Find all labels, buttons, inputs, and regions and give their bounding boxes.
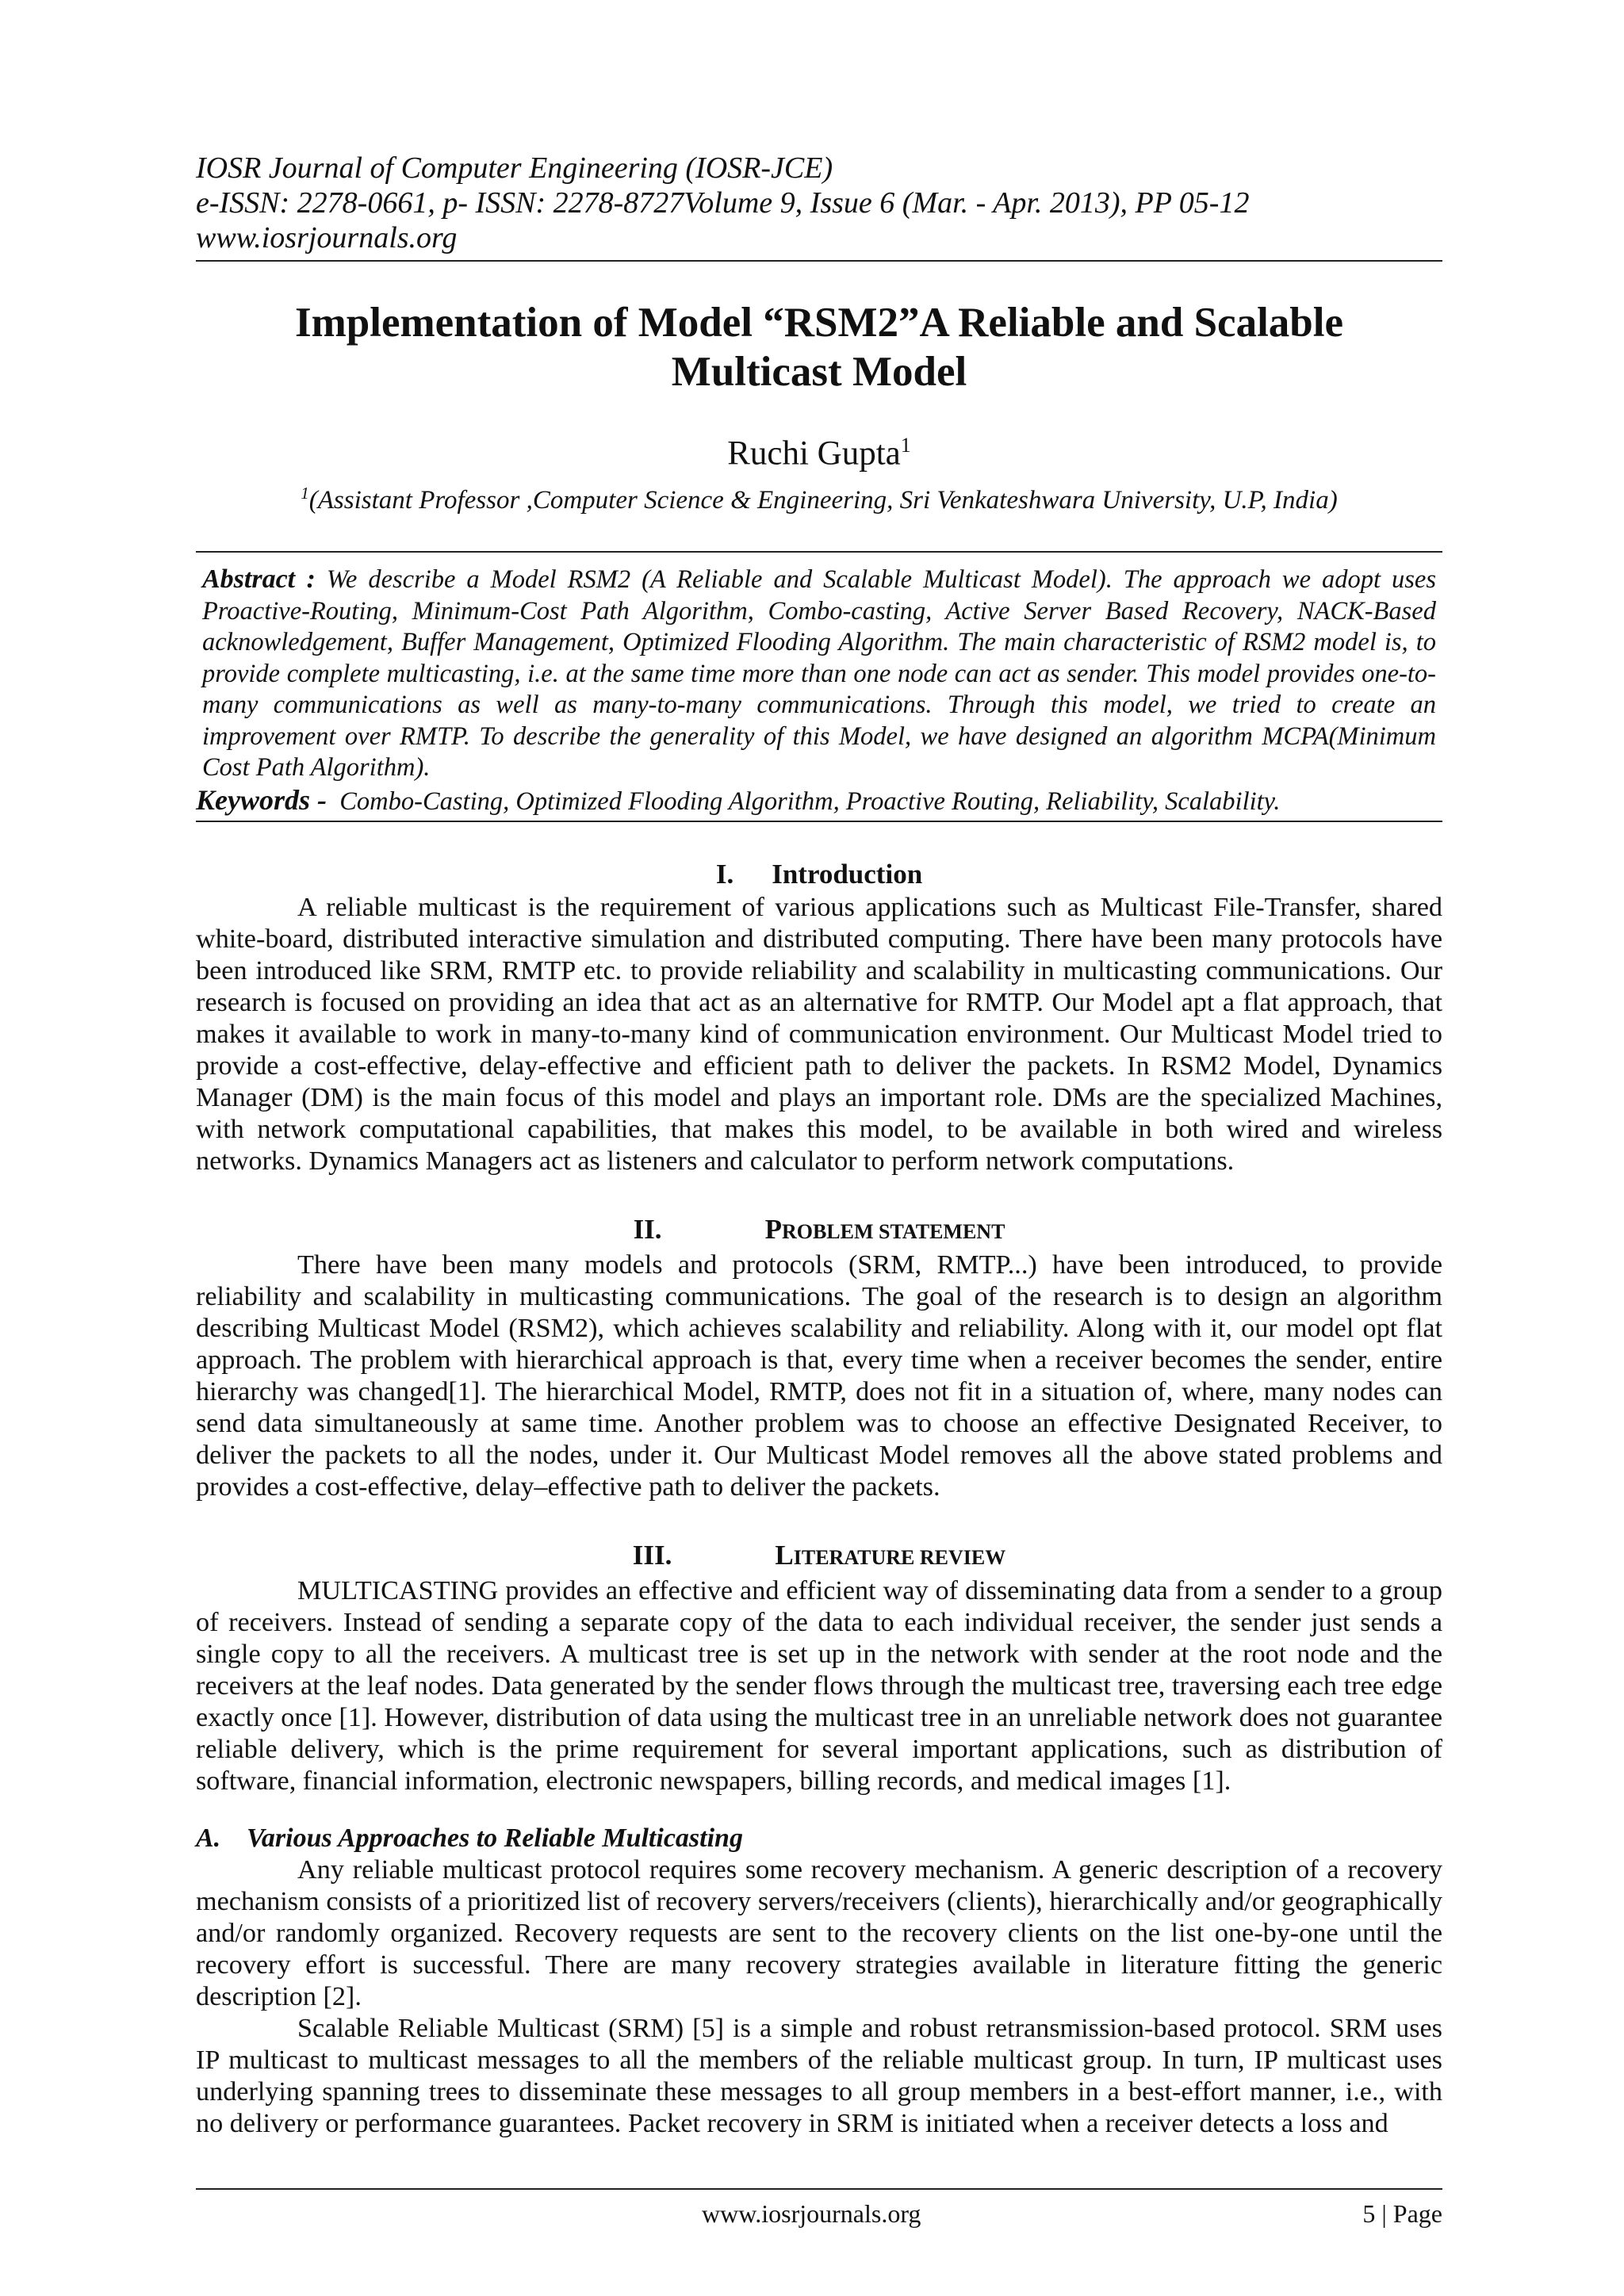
title-line-2: Multicast Model bbox=[671, 349, 967, 395]
section-title-initial: L bbox=[775, 1539, 794, 1571]
abstract-label: Abstract : bbox=[202, 564, 316, 595]
footer-site: www.iosrjournals.org bbox=[702, 2199, 921, 2228]
abstract bbox=[196, 564, 1442, 784]
author bbox=[196, 425, 1442, 474]
page-number: 5 | Page bbox=[1362, 2199, 1442, 2228]
subsection-title: Various Approaches to Reliable Multicasting bbox=[247, 1823, 743, 1853]
title-line-1: Implementation of Model “RSM2”A Reliable and Scalable bbox=[294, 300, 1344, 346]
footer-rule bbox=[196, 2188, 1442, 2190]
keywords-text: Combo-Casting, Optimized Flooding Algorithm, Proactive Routing, Reliability, Scalability. bbox=[339, 786, 1281, 816]
section-title-rest: ITERATURE REVIEW bbox=[793, 1545, 1006, 1569]
affiliation bbox=[196, 477, 1442, 516]
subsection-letter: A. bbox=[196, 1823, 221, 1853]
introduction-paragraph: A reliable multicast is the requirement of various applications such as Multicast File-Transfer, shared white-board, distributed interactive simulation and distributed computing. There have been many protocols have been introduced like SRM, RMTP etc. to provide reliability and scalability in multicasting communications. Our research is focused on providing an idea that act as an alternative for RMTP. Our Model apt a flat approach, that makes it available to work in many-to-many kind of communication environment. Our Multicast Model tried to provide a cost-effective, delay-effective and efficient path to deliver the packets. In RSM2 Model, Dynamics Manager (DM) is the main focus of this model and plays an important role. DMs are the specialized Machines, with network computational capabilities, that makes this model, to be available in both wired and wireless networks. Dynamics Managers act as listeners and calculator to perform network computations. bbox=[196, 892, 1442, 1176]
subsection-paragraph-1: Any reliable multicast protocol requires some recovery mechanism. A generic description of a recovery mechanism consists of a prioritized list of recovery servers/receivers (clients), hierarchically and/or geographically and/or randomly organized. Recovery requests are sent to the recovery clients on the list one-by-one until the recovery effort is successful. There are many recovery strategies available in literature fitting the generic description [2]. bbox=[196, 1854, 1442, 2011]
subsection-heading bbox=[196, 1823, 1442, 1854]
section-number: I. bbox=[715, 858, 734, 890]
journal-url: www.iosrjournals.org bbox=[196, 221, 458, 254]
author-superscript: 1 bbox=[900, 434, 911, 457]
section-heading-introduction bbox=[196, 857, 1442, 892]
section-title-rest: ROBLEM STATEMENT bbox=[781, 1219, 1005, 1243]
journal-header bbox=[196, 151, 1442, 262]
abstract-text: We describe a Model RSM2 (A Reliable and Scalable Multicast Model). The approach we adopt uses Proactive-Routing, Minimum-Cost Path Algorithm, Combo-casting, Active Server Based Recovery, NACK-Based acknowledgement, Buffer Management, Optimized Flooding Algorithm. The main characteristic of RSM2 model is, to provide complete multicasting, i.e. at the same time more than one node can act as sender. This model provides one-to-many communications as well as many-to-many communications. Through this model, we tried to create an improvement over RMTP. To describe the generality of this Model, we have designed an algorithm MCPA(Minimum Cost Path Algorithm). bbox=[202, 565, 1436, 783]
section-title-initial: P bbox=[764, 1213, 782, 1245]
page-content bbox=[196, 151, 1442, 2140]
author-name: Ruchi Gupta bbox=[727, 434, 901, 473]
affiliation-superscript: 1 bbox=[301, 484, 309, 503]
affiliation-text: (Assistant Professor ,Computer Science & Engineering, Sri Venkateshwara University, U.P, India) bbox=[308, 486, 1338, 515]
abstract-top-rule bbox=[196, 551, 1442, 553]
section-heading-problem-statement bbox=[196, 1212, 1442, 1249]
keywords-label: Keywords - bbox=[196, 783, 327, 816]
problem-statement-paragraph: There have been many models and protocols (SRM, RMTP...) have been introduced, to provide reliability and scalability in multicasting communications. The goal of the research is to design an algorithm describing Multicast Model (RSM2), which achieves scalability and reliability. Along with it, our model opt flat approach. The problem with hierarchical approach is that, every time when a receiver becomes the sender, entire hierarchy was changed[1]. The hierarchical Model, RMTP, does not fit in a situation of, where, many nodes can send data simultaneously at same time. Another problem was to choose an effective Designated Receiver, to deliver the packets to all the nodes, under it. Our Multicast Model removes all the above stated problems and provides a cost-effective, delay–effective path to deliver the packets. bbox=[196, 1249, 1442, 1502]
header-rule bbox=[196, 260, 1442, 262]
keywords bbox=[196, 784, 1442, 817]
literature-review-paragraph: MULTICASTING provides an effective and efficient way of disseminating data from a sender to a group of receivers. Instead of sending a separate copy of the data to each individual receiver, the sender just sends a single copy to all the receivers. A multicast tree is set up in the network with sender at the root node and the receivers at the leaf nodes. Data generated by the sender flows through the multicast tree, traversing each tree edge exactly once [1]. However, distribution of data using the multicast tree in an unreliable network does not guarantee reliable delivery, which is the prime requirement for several important applications, such as distribution of software, financial information, electronic newspapers, billing records, and medical images [1]. bbox=[196, 1575, 1442, 1796]
journal-name: IOSR Journal of Computer Engineering (IOSR-JCE) bbox=[196, 151, 833, 185]
subsection-paragraph-2: Scalable Reliable Multicast (SRM) [5] is a simple and robust retransmission-based protocol. SRM uses IP multicast to multicast messages to all the members of the reliable multicast group. In turn, IP multicast uses underlying spanning trees to disseminate these messages to all group members in a best-effort manner, i.e., with no delivery or performance guarantees. Packet recovery in SRM is initiated when a receiver detects a loss and bbox=[196, 2013, 1442, 2138]
section-number: II. bbox=[633, 1213, 662, 1245]
section-title bbox=[765, 1214, 1005, 1245]
section-title bbox=[775, 1540, 1005, 1571]
section-heading-literature-review bbox=[196, 1538, 1442, 1575]
section-title: Introduction bbox=[772, 858, 923, 890]
keywords-bottom-rule bbox=[196, 821, 1442, 822]
section-number: III. bbox=[632, 1539, 672, 1571]
paper-title bbox=[196, 298, 1442, 396]
journal-issn: e-ISSN: 2278-0661, p- ISSN: 2278-8727Volume 9, Issue 6 (Mar. - Apr. 2013), PP 05-12 bbox=[196, 186, 1250, 220]
